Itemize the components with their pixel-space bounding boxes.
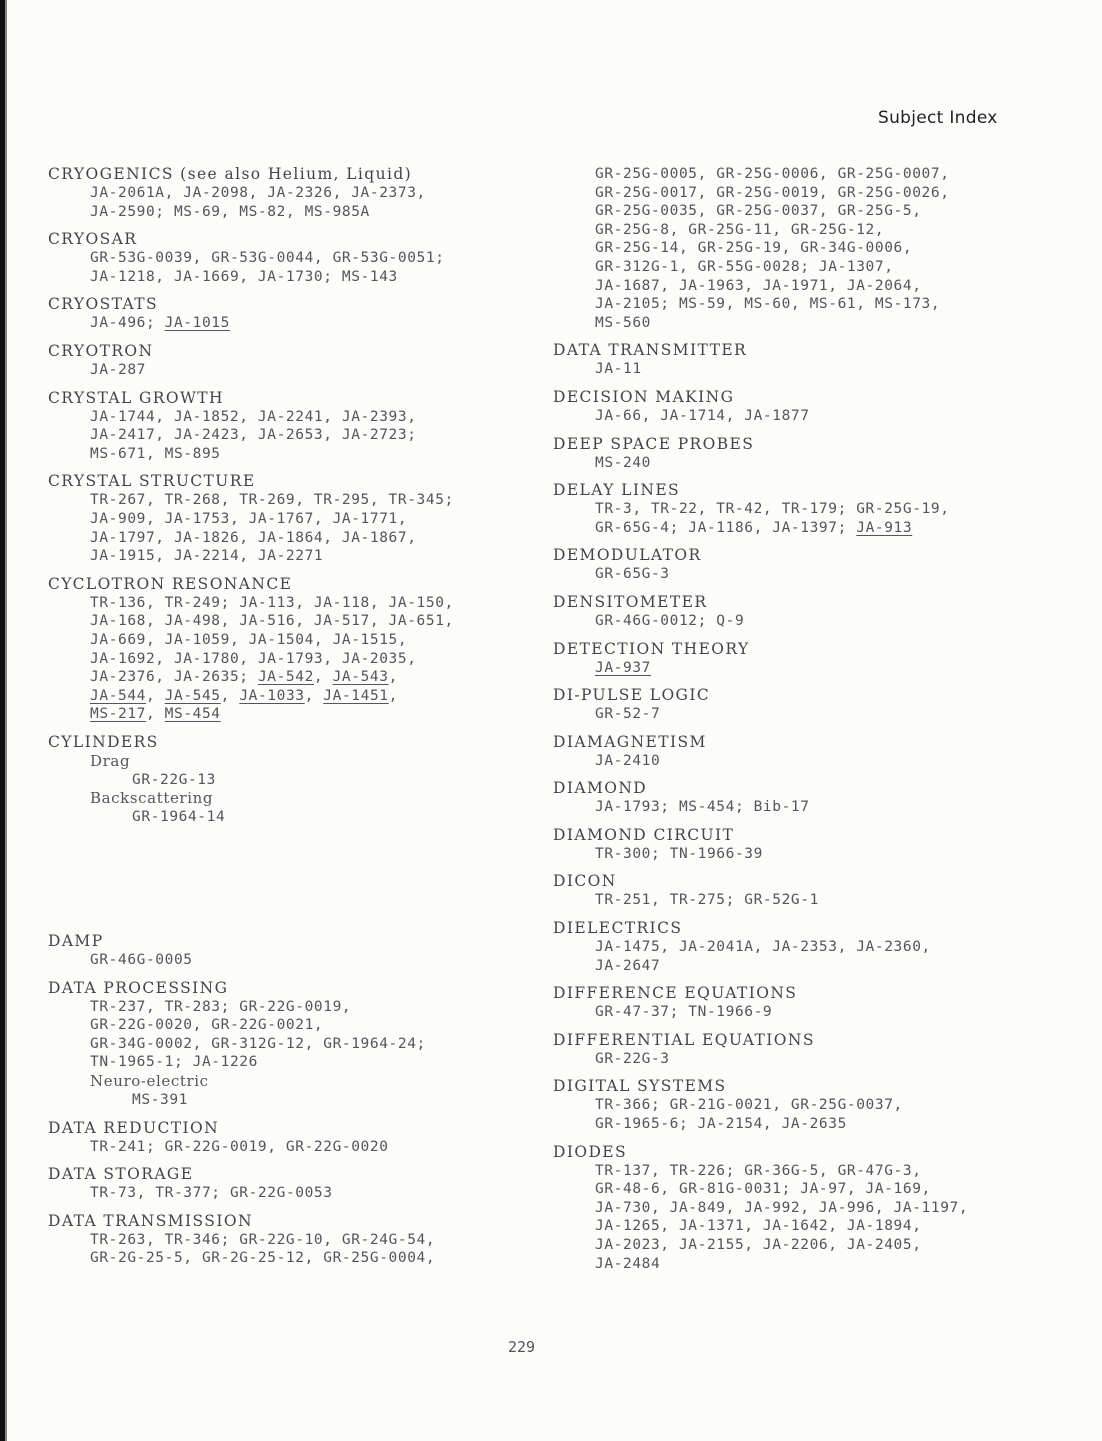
reference-line: TR-300; TN-1966-39 [595, 845, 763, 862]
index-heading: DIFFERENTIAL EQUATIONS [553, 1030, 815, 1049]
reference-line: MS-671, MS-895 [90, 445, 221, 462]
index-references [553, 845, 1093, 864]
reference-line: JA-1218, JA-1669, JA-1730; MS-143 [90, 268, 398, 285]
index-heading: DEEP SPACE PROBES [553, 434, 755, 453]
underlined-reference: JA-913 [856, 519, 913, 536]
index-entry [553, 435, 1093, 473]
reference-line: JA-909, JA-1753, JA-1767, JA-1771, [90, 510, 408, 527]
index-references [48, 491, 548, 565]
index-entry [48, 230, 548, 286]
index-references [48, 408, 548, 464]
index-column-right [553, 165, 1093, 1282]
underlined-reference: JA-1451 [323, 687, 389, 704]
reference-line [90, 668, 548, 687]
reference-line: GR-25G-0017, GR-25G-0019, GR-25G-0026, [595, 184, 950, 201]
running-head: Subject Index [878, 108, 998, 128]
underlined-reference: JA-542 [257, 669, 314, 686]
index-entry [553, 1031, 1093, 1069]
index-entry [48, 932, 548, 970]
reference-line: JA-2061A, JA-2098, JA-2326, JA-2373, [90, 185, 426, 201]
reference-line: JA-1797, JA-1826, JA-1864, JA-1867, [90, 529, 417, 546]
reference-line: GR-48-6, GR-81G-0031; JA-97, JA-169, [595, 1181, 931, 1198]
index-heading: DI-PULSE LOGIC [553, 686, 711, 705]
index-heading: DIAMOND CIRCUIT [553, 825, 735, 844]
underlined-reference: JA-1015 [164, 315, 230, 332]
underlined-reference: JA-937 [595, 659, 651, 676]
reference-line: JA-2417, JA-2423, JA-2653, JA-2723; [90, 427, 417, 444]
index-subentry [48, 752, 548, 790]
reference-line: JA-730, JA-849, JA-992, JA-996, JA-1197, [595, 1199, 969, 1216]
index-heading: DIFFERENCE EQUATIONS [553, 984, 798, 1003]
index-references [553, 407, 1093, 426]
reference-line: GR-22G-3 [595, 1050, 670, 1067]
reference-text: , [220, 687, 240, 704]
index-entry [553, 919, 1093, 975]
reference-line: GR-47-37; TN-1966-9 [595, 1004, 773, 1021]
index-entry [48, 342, 548, 380]
index-heading: DATA TRANSMISSION [48, 1211, 253, 1230]
reference-text: , [145, 706, 165, 723]
subentry-label: Backscattering [90, 789, 214, 808]
index-entry [48, 472, 548, 565]
index-references [553, 938, 1093, 975]
reference-line: JA-2023, JA-2155, JA-2206, JA-2405, [595, 1237, 922, 1253]
index-entry [553, 872, 1093, 910]
index-entry [48, 1165, 548, 1203]
reference-line: JA-2484 [595, 1255, 661, 1272]
index-references [553, 891, 1093, 910]
reference-line [90, 594, 548, 613]
binding-shadow [5, 0, 7, 1441]
index-heading: DELAY LINES [553, 481, 681, 500]
index-entry [553, 546, 1093, 584]
index-subentry [48, 789, 548, 827]
index-references [553, 752, 1093, 771]
underlined-reference: JA-545 [164, 687, 221, 704]
index-entry [553, 481, 1093, 537]
reference-text: , [304, 687, 324, 704]
underlined-reference: MS-454 [164, 706, 221, 723]
reference-line [595, 500, 1093, 519]
subentry-label: Neuro-electric [90, 1072, 209, 1091]
index-entry [553, 341, 1093, 379]
reference-line: GR-46G-0012; Q-9 [595, 612, 745, 629]
reference-line [595, 519, 1093, 538]
reference-line: JA-2590; MS-69, MS-82, MS-985A [90, 203, 370, 220]
reference-line: GR-25G-0005, GR-25G-0006, GR-25G-0007, [595, 166, 950, 182]
reference-line: JA-11 [595, 361, 642, 378]
underlined-reference: JA-1033 [239, 687, 305, 704]
index-heading: DEMODULATOR [553, 546, 702, 565]
index-references [553, 659, 1093, 678]
reference-line: JA-2410 [595, 752, 661, 769]
index-entry [553, 165, 1093, 332]
index-entry [553, 686, 1093, 724]
index-heading: DATA PROCESSING [48, 978, 229, 997]
reference-text: JA-1692, JA-1780, JA-1793, JA-2035, [90, 650, 417, 667]
index-references [553, 798, 1093, 817]
reference-text: , [313, 669, 333, 686]
reference-text: TR-136, TR-249; JA-113, JA-118, JA-150, [90, 594, 454, 611]
reference-text: JA-168, JA-498, JA-516, JA-517, JA-651, [90, 613, 454, 630]
index-references [48, 1231, 548, 1268]
reference-line: GR-1964-14 [132, 809, 226, 826]
index-references [48, 594, 548, 724]
index-references [553, 1162, 1093, 1274]
reference-text: GR-65G-4; JA-1186, JA-1397; [595, 519, 857, 536]
reference-line: TR-251, TR-275; GR-52G-1 [595, 892, 819, 909]
reference-line: GR-25G-14, GR-25G-19, GR-34G-0006, [595, 240, 913, 257]
index-references [553, 565, 1093, 584]
reference-line: JA-1915, JA-2214, JA-2271 [90, 548, 324, 565]
index-heading: DIAMAGNETISM [553, 732, 707, 751]
reference-line: MS-240 [595, 454, 651, 471]
reference-text: JA-669, JA-1059, JA-1504, JA-1515, [90, 631, 408, 648]
index-references [48, 249, 548, 286]
index-heading: DIELECTRICS [553, 919, 683, 938]
index-heading: DAMP [48, 932, 104, 951]
index-heading: CRYOSTATS [48, 295, 159, 314]
index-references [48, 998, 548, 1072]
index-heading: DIGITAL SYSTEMS [553, 1077, 727, 1096]
index-references [553, 165, 1093, 332]
index-entry [48, 1119, 548, 1157]
reference-text: JA-496; [90, 315, 165, 332]
reference-line: GR-34G-0002, GR-312G-12, GR-1964-24; [90, 1035, 426, 1052]
reference-text: TR-3, TR-22, TR-42, TR-179; GR-25G-19, [595, 501, 950, 518]
reference-line: GR-25G-0035, GR-25G-0037, GR-25G-5, [595, 203, 922, 220]
index-entry [48, 979, 548, 1110]
reference-line: TR-137, TR-226; GR-36G-5, GR-47G-3, [595, 1162, 922, 1179]
index-references [48, 361, 548, 380]
reference-line [90, 314, 548, 333]
index-heading: CRYOTRON [48, 341, 154, 360]
reference-line: JA-1687, JA-1963, JA-1971, JA-2064, [595, 277, 922, 294]
reference-line: JA-66, JA-1714, JA-1877 [595, 407, 810, 424]
reference-line: GR-25G-8, GR-25G-11, GR-25G-12, [595, 221, 885, 238]
index-entry [553, 733, 1093, 771]
reference-line: TR-263, TR-346; GR-22G-10, GR-24G-54, [90, 1231, 436, 1248]
reference-line: GR-1965-6; JA-2154, JA-2635 [595, 1116, 847, 1133]
index-heading: DATA REDUCTION [48, 1118, 220, 1137]
subentry-references [90, 771, 548, 790]
index-references [553, 454, 1093, 473]
reference-line: GR-46G-0005 [90, 952, 193, 969]
index-heading: DATA TRANSMITTER [553, 341, 748, 360]
subentry-references [90, 808, 548, 827]
reference-line: TR-237, TR-283; GR-22G-0019, [90, 998, 352, 1015]
index-references [553, 612, 1093, 631]
index-entry [48, 165, 548, 221]
index-references [48, 314, 548, 333]
index-heading: DIODES [553, 1142, 628, 1161]
index-entry [553, 1143, 1093, 1274]
reference-line: TR-267, TR-268, TR-269, TR-295, TR-345; [90, 492, 454, 509]
reference-line: MS-391 [132, 1092, 188, 1109]
reference-line: GR-52-7 [595, 706, 661, 723]
reference-line: GR-2G-25-5, GR-2G-25-12, GR-25G-0004, [90, 1250, 436, 1267]
index-entry [553, 826, 1093, 864]
index-entry [48, 575, 548, 724]
index-entry [553, 593, 1093, 631]
index-entry [553, 779, 1093, 817]
reference-line: JA-1265, JA-1371, JA-1642, JA-1894, [595, 1218, 922, 1235]
underlined-reference: JA-543 [332, 669, 389, 686]
index-heading: DENSITOMETER [553, 592, 708, 611]
underlined-reference: MS-217 [90, 706, 146, 723]
reference-line: JA-2105; MS-59, MS-60, MS-61, MS-173, [595, 296, 941, 313]
index-heading: DECISION MAKING [553, 387, 735, 406]
index-heading: CRYSTAL STRUCTURE [48, 472, 256, 491]
reference-line: TR-73, TR-377; GR-22G-0053 [90, 1185, 333, 1202]
index-subentry [48, 1072, 548, 1110]
reference-line: JA-1744, JA-1852, JA-2241, JA-2393, [90, 408, 417, 425]
index-entry [48, 389, 548, 464]
index-heading: CRYSTAL GROWTH [48, 388, 224, 407]
reference-line: GR-22G-13 [132, 771, 216, 788]
index-references [553, 1096, 1093, 1133]
index-heading: CRYOSAR [48, 230, 138, 249]
reference-line [90, 631, 548, 650]
index-heading: DATA STORAGE [48, 1165, 194, 1184]
page-number: 229 [508, 1338, 536, 1356]
reference-line: JA-287 [90, 361, 146, 378]
index-heading: CYLINDERS [48, 732, 159, 751]
reference-line: GR-22G-0020, GR-22G-0021, [90, 1017, 324, 1034]
index-references [553, 1050, 1093, 1069]
index-entry [553, 388, 1093, 426]
reference-line [90, 705, 548, 724]
subentry-references [90, 1091, 548, 1110]
index-heading: DIAMOND [553, 779, 648, 798]
index-entry [553, 1077, 1093, 1133]
reference-line: TN-1965-1; JA-1226 [90, 1054, 258, 1071]
reference-line [90, 612, 548, 631]
reference-line: JA-2647 [595, 957, 661, 974]
reference-line [90, 687, 548, 706]
reference-line: GR-53G-0039, GR-53G-0044, GR-53G-0051; [90, 250, 445, 267]
index-references [553, 360, 1093, 379]
index-references [48, 184, 548, 221]
subentry-label: Drag [90, 751, 131, 770]
reference-text: , [145, 687, 165, 704]
section-gap [48, 836, 548, 932]
index-entry [48, 733, 548, 827]
reference-line: GR-312G-1, GR-55G-0028; JA-1307, [595, 258, 894, 275]
index-heading: CRYOGENICS (see also Helium, Liquid) [48, 165, 413, 183]
reference-line: MS-560 [595, 314, 651, 331]
reference-text: , [388, 669, 398, 686]
index-entry [553, 984, 1093, 1022]
index-heading: DETECTION THEORY [553, 639, 750, 658]
reference-line [90, 650, 548, 669]
index-heading: DICON [553, 872, 617, 891]
reference-line [595, 659, 1093, 678]
index-references [48, 951, 548, 970]
index-heading: CYCLOTRON RESONANCE [48, 574, 293, 593]
index-references [48, 1184, 548, 1203]
reference-line: JA-1793; MS-454; Bib-17 [595, 799, 810, 816]
index-references [553, 500, 1093, 537]
reference-line: TR-241; GR-22G-0019, GR-22G-0020 [90, 1138, 389, 1155]
index-entry [553, 640, 1093, 678]
reference-line: GR-65G-3 [595, 566, 670, 583]
reference-line: TR-366; GR-21G-0021, GR-25G-0037, [595, 1097, 903, 1114]
reference-text: JA-2376, JA-2635; [90, 669, 258, 686]
index-entry [48, 295, 548, 333]
reference-line: JA-1475, JA-2041A, JA-2353, JA-2360, [595, 939, 931, 956]
reference-text: , [388, 687, 398, 704]
index-references [553, 1003, 1093, 1022]
index-column-left [48, 165, 548, 1277]
underlined-reference: JA-544 [90, 687, 146, 704]
index-references [553, 705, 1093, 724]
index-references [48, 1138, 548, 1157]
index-entry [48, 1212, 548, 1268]
